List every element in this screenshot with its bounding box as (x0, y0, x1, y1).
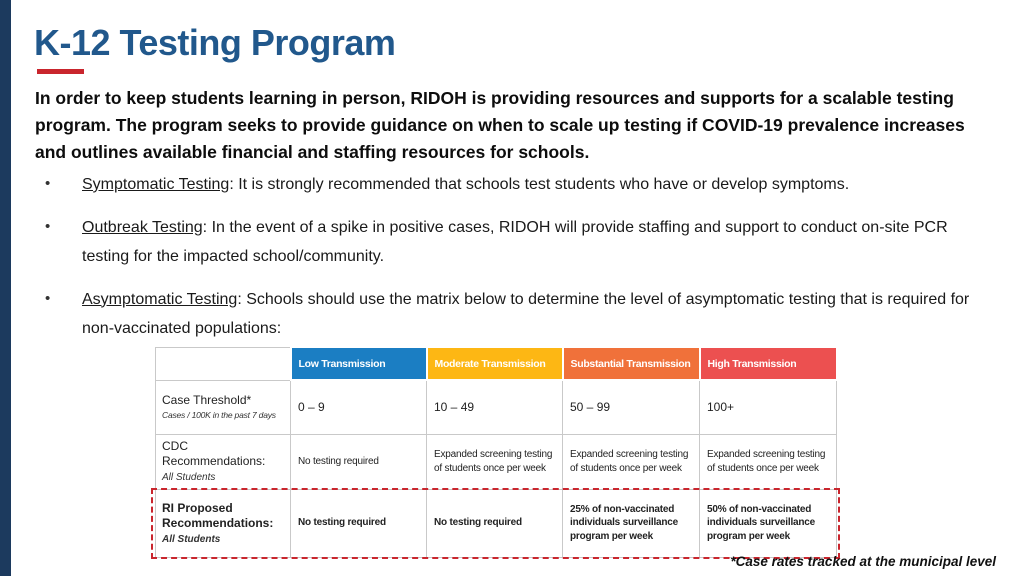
bullet-lead-symptomatic: Symptomatic Testing (82, 176, 230, 193)
table-cell: 50% of non-vaccinated individuals surveillance program per week (700, 489, 837, 557)
bullet-list (45, 170, 990, 357)
left-accent-bar (0, 0, 11, 576)
row-label: CDC Recommendations: (162, 439, 266, 468)
footnote: *Case rates tracked at the municipal level (730, 554, 996, 569)
transmission-matrix (155, 346, 836, 558)
row-sublabel: Cases / 100K in the past 7 days (162, 409, 276, 420)
bullet-lead-asymptomatic: Asymptomatic Testing (82, 290, 238, 308)
intro-paragraph: In order to keep students learning in person, RIDOH is providing resources and supports for a scalable testing program. The program seeks to provide guidance on when to scale up testing if COVID-19 prevalence increases and outlines available financial and staffing resources for schools. (35, 88, 965, 163)
bullet-rest: : It is strongly recommended that schools test students who have or develop symptoms. (229, 176, 850, 193)
header-low-transmission: Low Transmission (291, 347, 427, 380)
bullet-text (82, 285, 990, 344)
row-sublabel: All Students (162, 533, 221, 545)
table-cell: 10 – 49 (427, 380, 563, 434)
table-cell: No testing required (291, 434, 427, 489)
list-item (45, 285, 990, 344)
row-label: Case Threshold* (162, 392, 252, 407)
bullet-text (82, 213, 990, 272)
bullet-rest: : In the event of a spike in positive cases, RIDOH will provide staffing and support to conduct on-site PCR testing for the impacted school/community. (82, 218, 948, 266)
list-item (45, 170, 990, 200)
table-cell: Expanded screening testing of students once per week (700, 434, 837, 489)
row-label-cell (156, 489, 291, 557)
table-cell: 50 – 99 (563, 380, 700, 434)
table-corner-cell (156, 347, 291, 380)
header-moderate-transmission: Moderate Transmission (427, 347, 563, 380)
table-cell: No testing required (291, 489, 427, 557)
list-item (45, 213, 990, 272)
header-substantial-transmission: Substantial Transmission (563, 347, 700, 380)
bullet-dot-icon: • (45, 217, 51, 235)
row-sublabel: All Students (162, 472, 216, 483)
bullet-dot-icon: • (45, 175, 51, 192)
table-cell: 100+ (700, 380, 837, 434)
table-row-case-threshold (156, 380, 837, 434)
transmission-matrix-table (155, 346, 838, 558)
table-cell: Expanded screening testing of students once per week (563, 434, 700, 489)
page-title: K-12 Testing Program (34, 22, 396, 63)
bullet-dot-icon: • (45, 289, 51, 307)
table-row-ri-proposed-recommendations (156, 489, 837, 557)
table-cell: No testing required (427, 489, 563, 557)
row-label-cell (156, 380, 291, 434)
bullet-rest: : Schools should use the matrix below to determine the level of asymptomatic testing that is required for non-vaccinated populations: (82, 290, 970, 338)
table-cell: 25% of non-vaccinated individuals surveillance program per week (563, 489, 700, 557)
title-underline (37, 69, 84, 74)
table-row-cdc-recommendations (156, 434, 837, 489)
table-cell: Expanded screening testing of students once per week (427, 434, 563, 489)
table-cell: 0 – 9 (291, 380, 427, 434)
row-label-cell (156, 434, 291, 489)
bullet-lead-outbreak: Outbreak Testing (82, 218, 203, 236)
row-label: RI Proposed Recommendations: (162, 500, 274, 530)
header-high-transmission: High Transmission (700, 347, 837, 380)
bullet-text (82, 170, 849, 200)
table-header-row (156, 347, 837, 380)
